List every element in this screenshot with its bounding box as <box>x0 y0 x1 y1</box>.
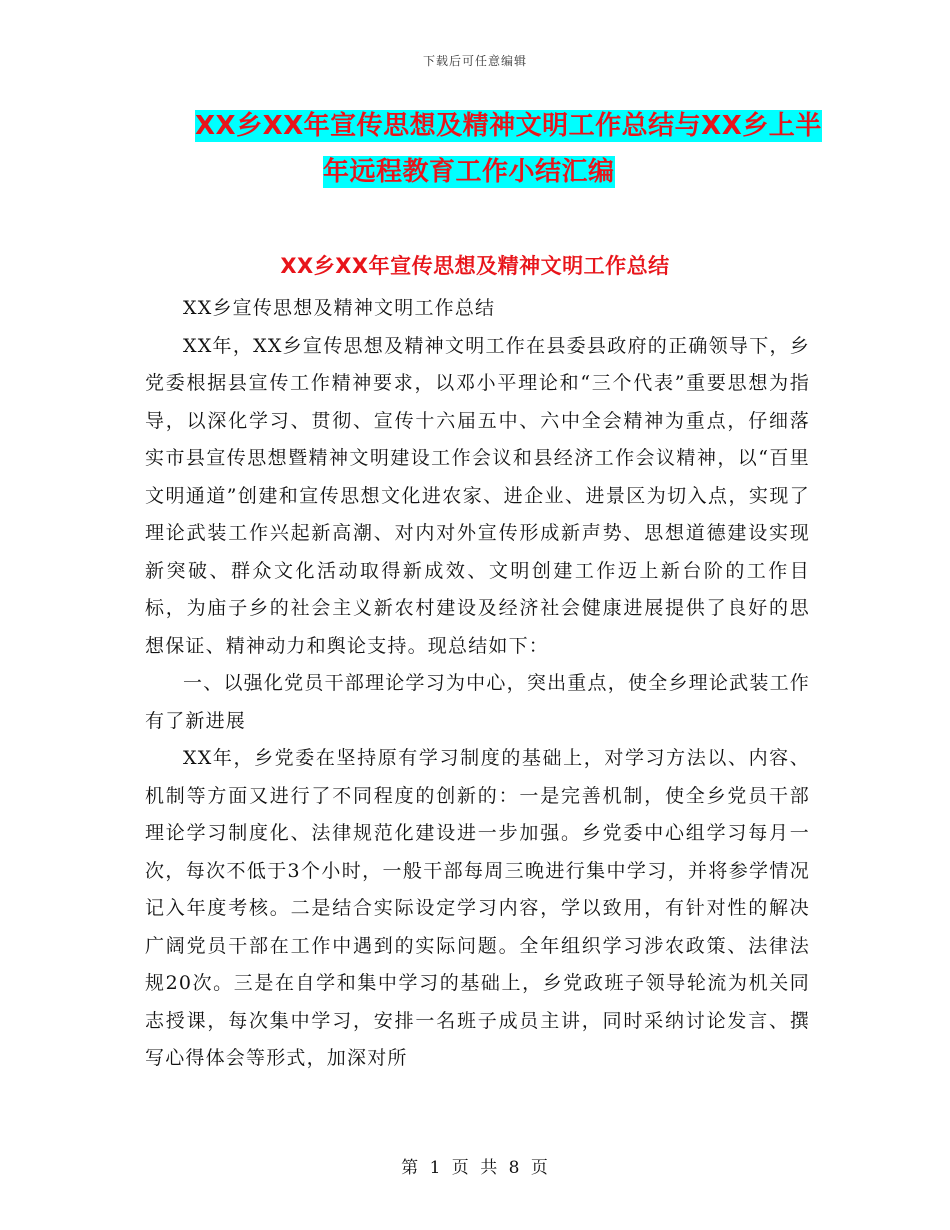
document-title-line-1: XX乡XX年宣传思想及精神文明工作总结与XX乡上半 <box>195 111 822 141</box>
paragraph-heading-1: 一、以强化党员干部理论学习为中心，突出重点，使全乡理论武装工作有了新进展 <box>145 672 810 732</box>
section-title: XX乡XX年宣传思想及精神文明工作总结 <box>280 254 670 278</box>
paragraph-body-1: XX年，乡党委在坚持原有学习制度的基础上，对学习方法以、内容、机制等方面又进行了不同程度的创新的：一是完善机制，使全乡党员干部理论学习制度化、法律规范化建设进一步加强。乡党委中心组学习每月一次，每次不低于3个小时，一般干部每周三晚进行集中学习，并将参学情况记入年度考核。二是结合实际设定学习内容，学以致用，有针对性的解决广阔党员干部在工作中遇到的实际问题。全年组织学习涉农政策、法律法规20次。三是在自学和集中学习的基础上，乡党政班子领导轮流为机关同志授课，每次集中学习，安排一名班子成员主讲，同时采纳讨论发言、撰写心得体会等形式，加深对所 <box>145 747 810 1069</box>
paragraph-subtitle: XX乡宣传思想及精神文明工作总结 <box>183 297 496 319</box>
document-body <box>145 290 810 1078</box>
paragraph-intro: XX年，XX乡宣传思想及精神文明工作在县委县政府的正确领导下，乡党委根据县宣传工作精神要求，以邓小平理论和“三个代表”重要思想为指导，以深化学习、贯彻、宣传十六届五中、六中全会精神为重点，仔细落实市县宣传思想暨精神文明建设工作会议和县经济工作会议精神，以“百里文明通道”创建和宣传思想文化进农家、进企业、进景区为切入点，实现了理论武装工作兴起新高潮、对内对外宣传形成新声势、思想道德建设实现新突破、群众文化活动取得新成效、文明创建工作迈上新台阶的工作目标，为庙子乡的社会主义新农村建设及经济社会健康进展提供了良好的思想保证、精神动力和舆论支持。现总结如下： <box>145 334 810 657</box>
header-note: 下载后可任意编辑 <box>422 54 527 68</box>
page-footer: 第 1 页 共 8 页 <box>401 1158 549 1178</box>
document-title-line-2: 年远程教育工作小结汇编 <box>323 157 615 187</box>
